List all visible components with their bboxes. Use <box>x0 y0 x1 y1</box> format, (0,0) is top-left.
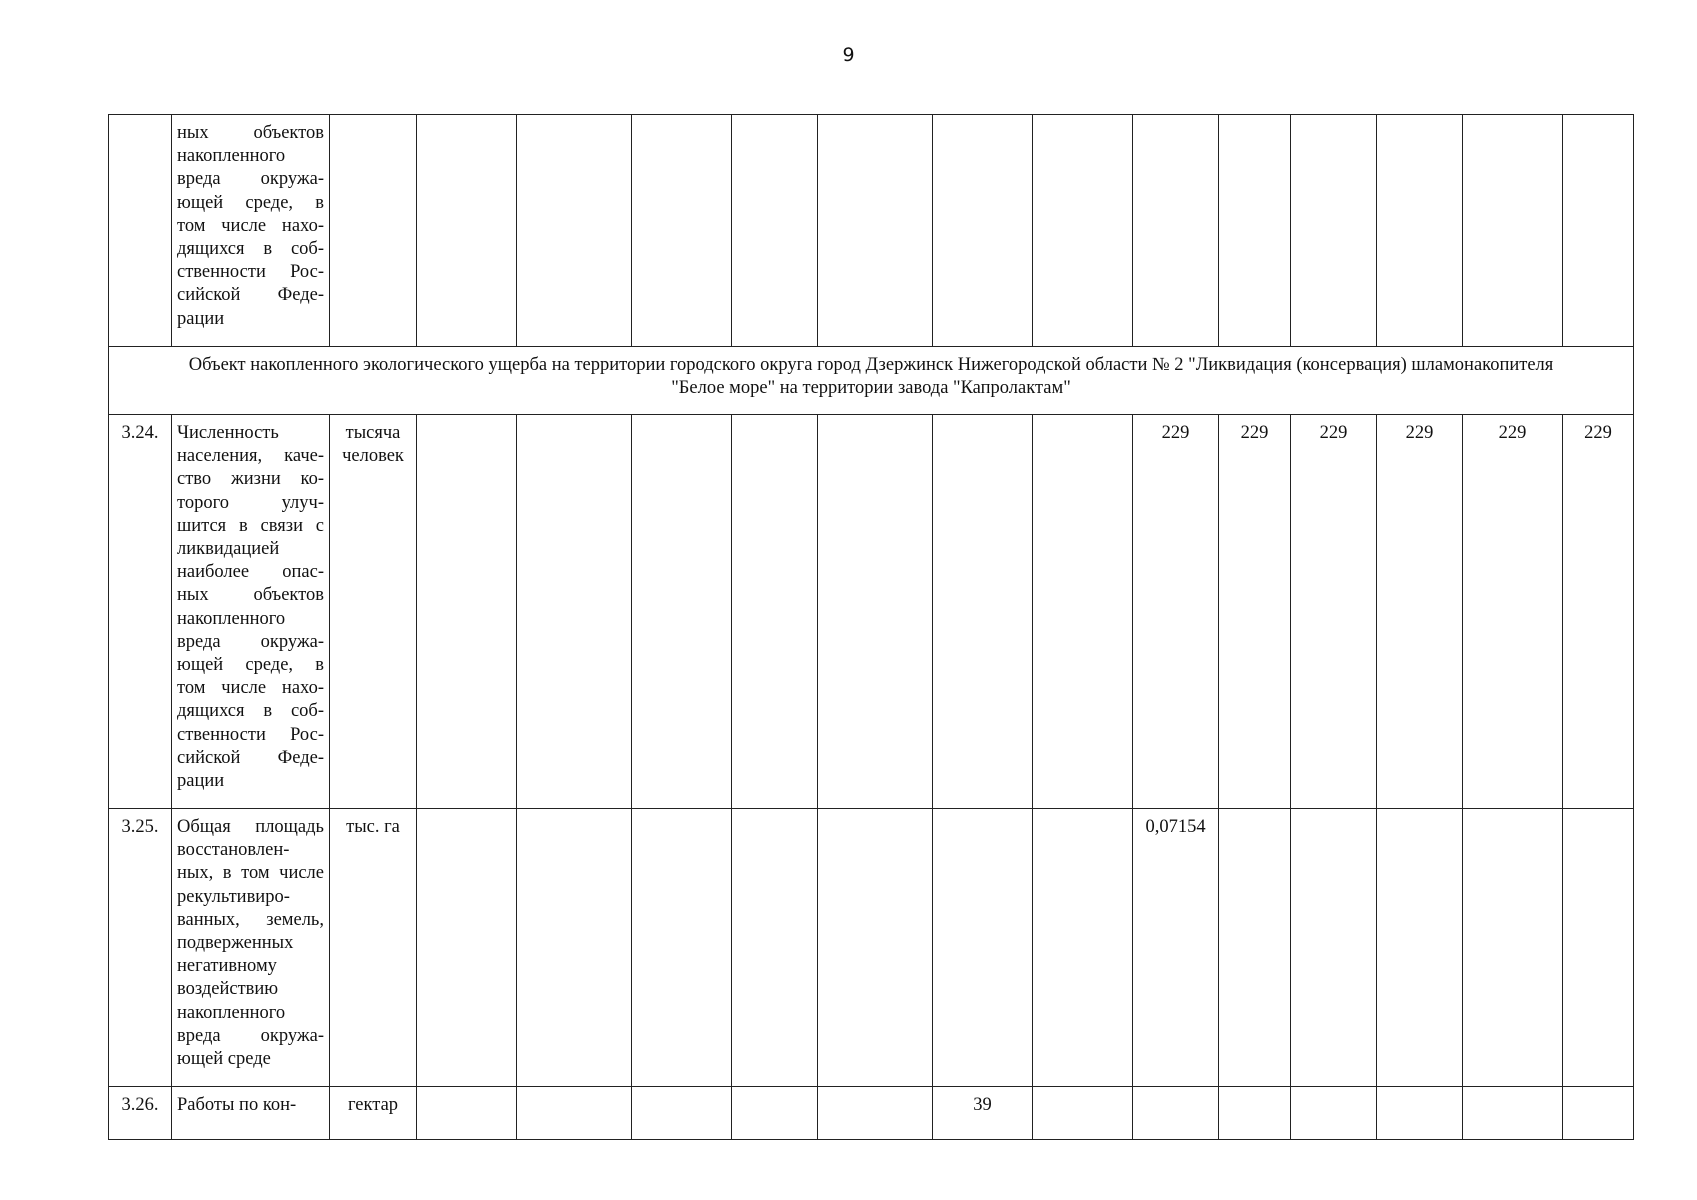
value-cell <box>933 809 1033 1087</box>
value-cell <box>1033 1087 1133 1140</box>
unit-of-measure: гектар <box>330 1087 417 1140</box>
value-cell <box>1377 115 1463 347</box>
value-cell <box>1219 115 1291 347</box>
value-cell <box>1563 115 1634 347</box>
description-line: рации <box>177 771 225 792</box>
row-number: 3.24. <box>109 415 172 809</box>
value-cell <box>517 809 632 1087</box>
description-line: негативному <box>177 956 277 977</box>
value-cell <box>1219 1087 1291 1140</box>
description-line: ных объектов <box>177 123 324 143</box>
value-cell <box>1563 1087 1634 1140</box>
value-cell: 229 <box>1563 415 1634 809</box>
value-cell <box>732 1087 818 1140</box>
value-cell <box>417 1087 517 1140</box>
indicator-description <box>172 809 330 1087</box>
value-cell: 229 <box>1463 415 1563 809</box>
description-line: воздействию <box>177 979 279 1000</box>
value-cell <box>632 809 732 1087</box>
description-line: накопленного <box>177 1002 286 1023</box>
value-cell <box>1133 1087 1219 1140</box>
value-cell <box>1463 1087 1563 1140</box>
description-line: вреда окружа- <box>177 1025 324 1046</box>
description-line: том числе нахо- <box>177 215 324 236</box>
value-cell <box>1377 1087 1463 1140</box>
value-cell <box>417 415 517 809</box>
value-cell: 229 <box>1291 415 1377 809</box>
table-row <box>109 1087 1634 1140</box>
table-row <box>109 809 1634 1087</box>
page-number: 9 <box>842 44 855 66</box>
description-line: Численность <box>177 423 279 443</box>
indicator-description <box>172 1087 330 1140</box>
section-title-line2: "Белое море" на территории завода "Капролактам" <box>671 378 1071 399</box>
description-line: ственности Рос- <box>177 262 324 283</box>
section-title <box>109 347 1634 415</box>
row-number <box>109 115 172 347</box>
description-line: шится в связи с <box>177 515 324 536</box>
description-line: вреда окружа- <box>177 169 324 190</box>
value-cell <box>517 1087 632 1140</box>
description-line: сийской Феде- <box>177 285 324 306</box>
description-line: торого улуч- <box>177 492 324 513</box>
value-cell <box>632 415 732 809</box>
value-cell <box>632 115 732 347</box>
description-line: ных объектов <box>177 585 324 606</box>
description-line: ных, в том числе <box>177 863 324 884</box>
row-number: 3.26. <box>109 1087 172 1140</box>
description-line: ющей среде <box>177 1049 271 1070</box>
value-cell <box>1463 115 1563 347</box>
description-line: сийской Феде- <box>177 747 324 768</box>
value-cell <box>517 415 632 809</box>
description-line: накопленного <box>177 146 286 167</box>
indicator-table <box>108 114 1634 1140</box>
description-line: ликвидацией <box>177 539 280 560</box>
value-cell <box>417 809 517 1087</box>
section-title-line1: Объект накопленного экологического ущерба на территории городского округа город Дзержинск Нижегородской области № 2 "Ликвидация (консервация) шламонакопителя <box>188 355 1554 375</box>
value-cell <box>517 115 632 347</box>
value-cell <box>1033 115 1133 347</box>
description-line: ющей среде, в <box>177 192 324 213</box>
value-cell <box>1033 415 1133 809</box>
unit-of-measure: тысяча человек <box>330 415 417 809</box>
value-cell <box>1033 809 1133 1087</box>
value-cell: 0,07154 <box>1133 809 1219 1087</box>
value-cell <box>1377 809 1463 1087</box>
description-line: населения, каче- <box>177 446 324 467</box>
value-cell <box>933 115 1033 347</box>
description-line: наиболее опас- <box>177 562 324 583</box>
indicator-description <box>172 415 330 809</box>
unit-of-measure: тыс. га <box>330 809 417 1087</box>
description-line: том числе нахо- <box>177 678 324 699</box>
value-cell: 229 <box>1133 415 1219 809</box>
value-cell <box>732 115 818 347</box>
value-cell <box>1563 809 1634 1087</box>
description-line: ственности Рос- <box>177 724 324 745</box>
value-cell <box>818 809 933 1087</box>
table-row <box>109 415 1634 809</box>
description-line: дящихся в соб- <box>177 239 324 260</box>
value-cell: 39 <box>933 1087 1033 1140</box>
description-line: рации <box>177 308 225 329</box>
value-cell: 229 <box>1377 415 1463 809</box>
description-line: ство жизни ко- <box>177 469 324 490</box>
description-line: Общая площадь <box>177 817 324 837</box>
section-header-row <box>109 347 1634 415</box>
value-cell <box>417 115 517 347</box>
description-line: накопленного <box>177 608 286 629</box>
value-cell <box>732 415 818 809</box>
description-line: подверженных <box>177 933 294 954</box>
row-number: 3.25. <box>109 809 172 1087</box>
value-cell <box>1291 809 1377 1087</box>
description-line: рекультивиро- <box>177 886 290 907</box>
value-cell <box>1133 115 1219 347</box>
value-cell <box>818 1087 933 1140</box>
description-line: дящихся в соб- <box>177 701 324 722</box>
value-cell <box>818 415 933 809</box>
value-cell <box>1291 115 1377 347</box>
unit-of-measure <box>330 115 417 347</box>
value-cell <box>732 809 818 1087</box>
value-cell <box>632 1087 732 1140</box>
value-cell <box>1291 1087 1377 1140</box>
description-line: Работы по кон- <box>177 1095 297 1115</box>
value-cell <box>818 115 933 347</box>
description-line: восстановлен- <box>177 840 290 861</box>
description-line: ющей среде, в <box>177 655 324 676</box>
indicator-description <box>172 115 330 347</box>
description-line: вреда окружа- <box>177 631 324 652</box>
value-cell <box>933 415 1033 809</box>
description-line: ванных, земель, <box>177 909 324 930</box>
value-cell <box>1463 809 1563 1087</box>
value-cell <box>1219 809 1291 1087</box>
table-row <box>109 115 1634 347</box>
value-cell: 229 <box>1219 415 1291 809</box>
